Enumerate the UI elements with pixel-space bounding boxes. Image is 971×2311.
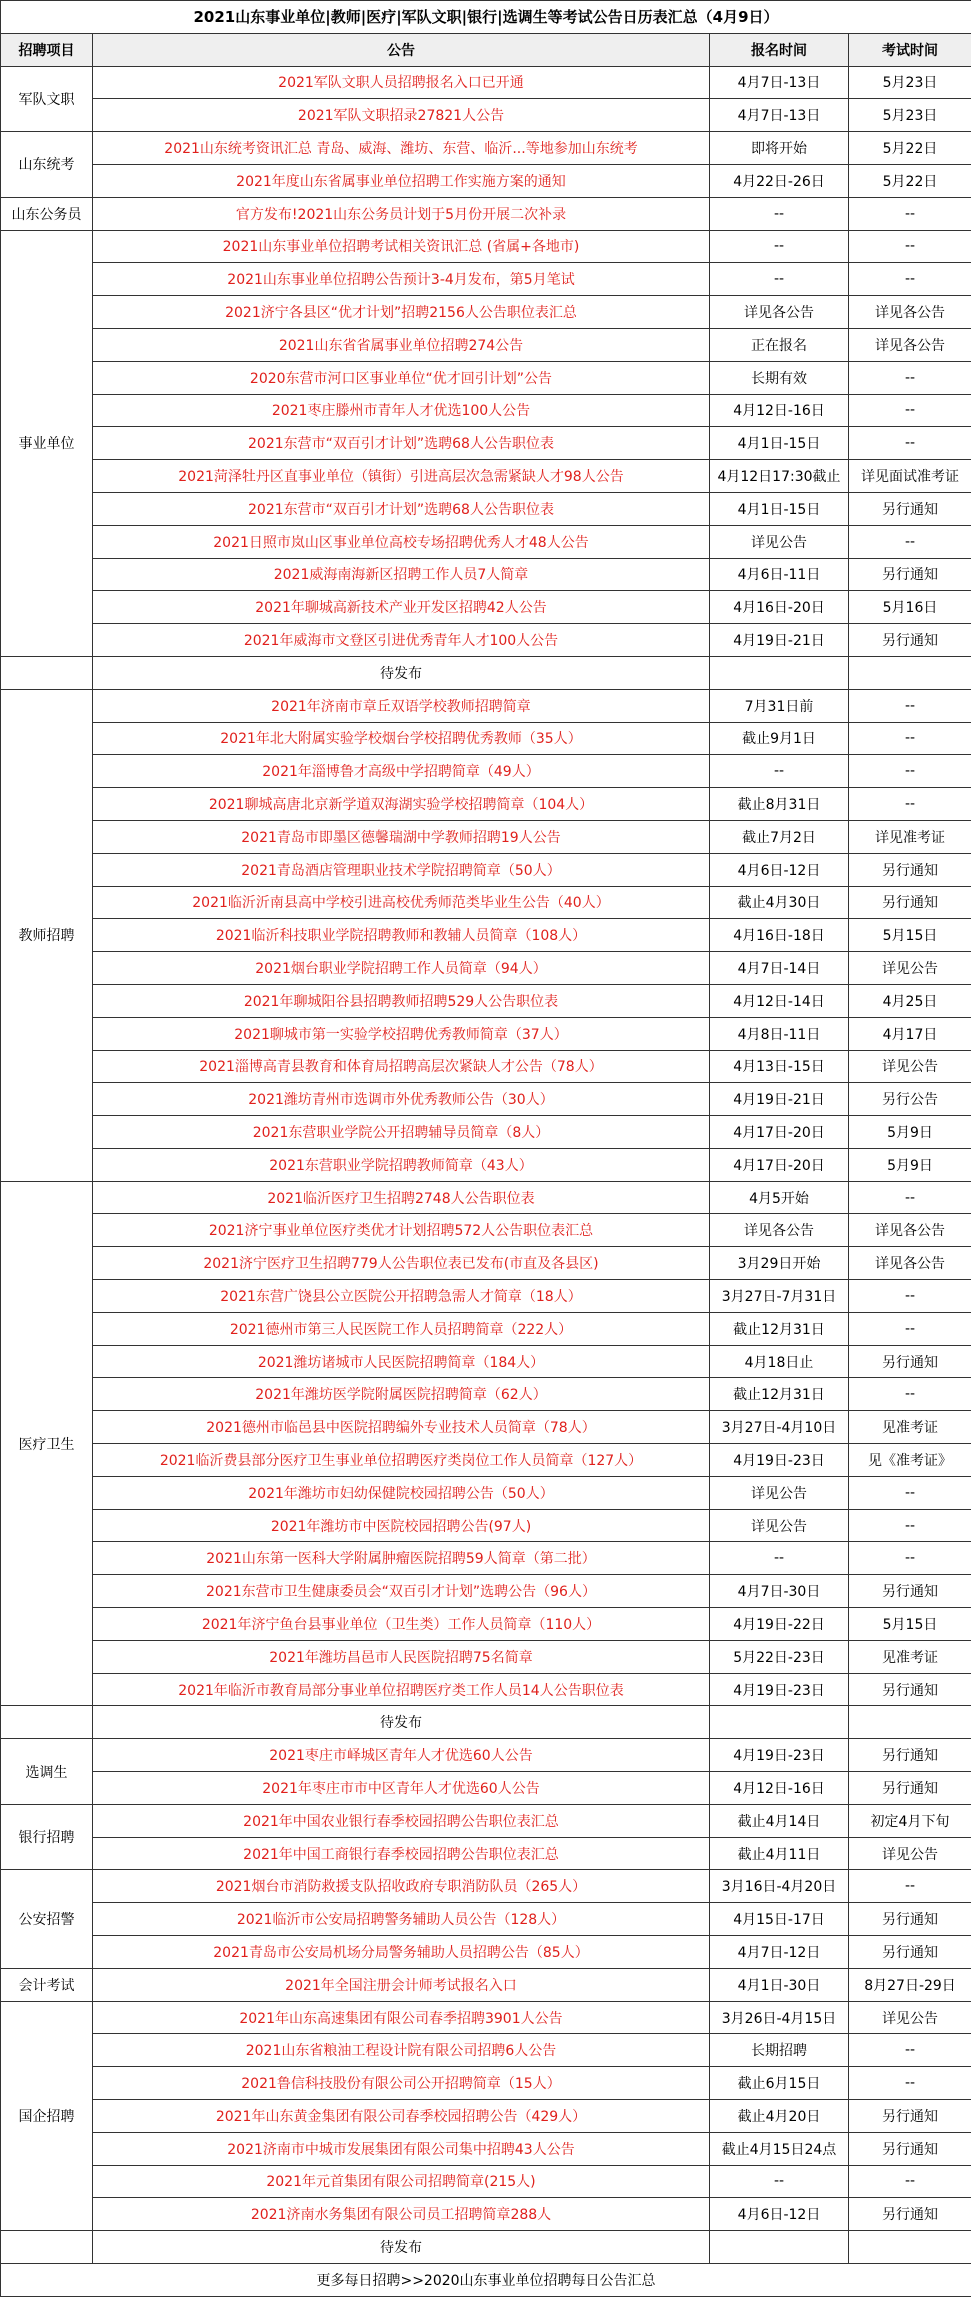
table-row [1, 1148, 971, 1181]
exam-time-cell: -- [849, 755, 971, 788]
category-cell: 教师招聘 [1, 689, 93, 1181]
register-time-cell: 4月17日-20日 [710, 1148, 849, 1181]
notice-link[interactable]: 2021东营市卫生健康委员会“双百引才计划”选聘公告（96人） [93, 1575, 710, 1608]
category-cell [1, 656, 93, 689]
register-time-cell: -- [710, 230, 849, 263]
table-row [1, 1247, 971, 1280]
table-row [1, 1706, 971, 1739]
exam-time-cell: -- [849, 2034, 971, 2067]
exam-time-cell: 另行通知 [849, 1936, 971, 1969]
register-time-cell: 4月19日-21日 [710, 624, 849, 657]
table-row [1, 460, 971, 493]
register-time-cell: 4月13日-15日 [710, 1050, 849, 1083]
more-link[interactable]: 更多每日招聘>>2020山东事业单位招聘每日公告汇总 [1, 2263, 971, 2296]
table-row [1, 952, 971, 985]
table-row [1, 1936, 971, 1969]
notice-link[interactable]: 2021济宁事业单位医疗类优才计划招聘572人公告职位表汇总 [93, 1214, 710, 1247]
notice-link[interactable]: 2021日照市岚山区事业单位高校专场招聘优秀人才48人公告 [93, 525, 710, 558]
register-time-cell: 截止12月31日 [710, 1378, 849, 1411]
notice-link[interactable]: 2021临沂沂南县高中学校引进高校优秀师范类毕业生公告（40人） [93, 886, 710, 919]
notice-link[interactable]: 2021临沂科技职业学院招聘教师和教辅人员简章（108人） [93, 919, 710, 952]
notice-link[interactable]: 2021青岛市公安局机场分局警务辅助人员招聘公告（85人） [93, 1936, 710, 1969]
table-row [1, 558, 971, 591]
notice-link[interactable]: 2021淄博高青县教育和体育局招聘高层次紧缺人才公告（78人） [93, 1050, 710, 1083]
notice-link[interactable]: 2021年济宁鱼台县事业单位（卫生类）工作人员简章（110人） [93, 1608, 710, 1641]
exam-time-cell: -- [849, 1542, 971, 1575]
register-time-cell: 3月29日开始 [710, 1247, 849, 1280]
exam-time-cell: -- [849, 2067, 971, 2100]
exam-time-cell: 另行通知 [849, 558, 971, 591]
register-time-cell: 4月7日-30日 [710, 1575, 849, 1608]
register-time-cell: 3月27日-7月31日 [710, 1280, 849, 1313]
exam-time-cell [849, 1706, 971, 1739]
table-row [1, 624, 971, 657]
exam-time-cell: -- [849, 361, 971, 394]
exam-time-cell: -- [849, 1181, 971, 1214]
table-row [1, 263, 971, 296]
notice-link[interactable]: 2021潍坊青州市选调市外优秀教师公告（30人） [93, 1083, 710, 1116]
notice-link[interactable]: 2021山东事业单位招聘公告预计3-4月发布，第5月笔试 [93, 263, 710, 296]
pending-label: 待发布 [93, 2231, 710, 2264]
exam-time-cell: 详见面试准考证 [849, 460, 971, 493]
table-row [1, 164, 971, 197]
register-time-cell: -- [710, 197, 849, 230]
notice-link[interactable]: 2021山东第一医科大学附属肿瘤医院招聘59人简章（第二批） [93, 1542, 710, 1575]
notice-link[interactable]: 2021年元首集团有限公司招聘简章(215人) [93, 2165, 710, 2198]
exam-time-cell: 详见公告 [849, 2001, 971, 2034]
table-row [1, 66, 971, 99]
exam-time-cell: -- [849, 394, 971, 427]
table-row [1, 1968, 971, 2001]
exam-time-cell: 5月9日 [849, 1148, 971, 1181]
table-row [1, 656, 971, 689]
register-time-cell: 4月19日-21日 [710, 1083, 849, 1116]
register-time-cell: 4月15日-17日 [710, 1903, 849, 1936]
exam-time-cell: 5月23日 [849, 66, 971, 99]
table-row [1, 984, 971, 1017]
table-row [1, 1673, 971, 1706]
table-row [1, 1870, 971, 1903]
table-row [1, 2034, 971, 2067]
notice-link[interactable]: 2021山东统考资讯汇总 青岛、威海、潍坊、东营、临沂...等地参加山东统考 [93, 132, 710, 165]
pending-label: 待发布 [93, 1706, 710, 1739]
table-row [1, 132, 971, 165]
notice-link[interactable]: 2021东营市“双百引才计划”选聘68人公告职位表 [93, 427, 710, 460]
notice-link[interactable]: 2021临沂医疗卫生招聘2748人公告职位表 [93, 1181, 710, 1214]
header-exam: 考试时间 [849, 33, 971, 66]
notice-link[interactable]: 2021山东省粮油工程设计院有限公司招聘6人公告 [93, 2034, 710, 2067]
register-time-cell: 截止4月30日 [710, 886, 849, 919]
exam-time-cell: 5月23日 [849, 99, 971, 132]
table-row [1, 886, 971, 919]
exam-time-cell: 见准考证 [849, 1411, 971, 1444]
notice-link[interactable]: 2021潍坊诸城市人民医院招聘简章（184人） [93, 1345, 710, 1378]
notice-link[interactable]: 2021年度山东省属事业单位招聘工作实施方案的通知 [93, 164, 710, 197]
notice-link[interactable]: 2021年北大附属实验学校烟台学校招聘优秀教师（35人） [93, 722, 710, 755]
notice-link[interactable]: 2021德州市第三人民医院工作人员招聘简章（222人） [93, 1312, 710, 1345]
category-cell: 山东公务员 [1, 197, 93, 230]
table-row [1, 2001, 971, 2034]
notice-link[interactable]: 2021年临沂市教育局部分事业单位招聘医疗类工作人员14人公告职位表 [93, 1673, 710, 1706]
table-row [1, 1575, 971, 1608]
notice-link[interactable]: 2021东营广饶县公立医院公开招聘急需人才简章（18人） [93, 1280, 710, 1313]
category-cell: 公安招警 [1, 1870, 93, 1968]
register-time-cell: 3月27日-4月10日 [710, 1411, 849, 1444]
table-row [1, 2067, 971, 2100]
register-time-cell [710, 656, 849, 689]
category-cell: 银行招聘 [1, 1804, 93, 1870]
table-row [1, 328, 971, 361]
notice-link[interactable]: 2021年济南市章丘双语学校教师招聘简章 [93, 689, 710, 722]
notice-link[interactable]: 2021年潍坊市妇幼保健院校园招聘公告（50人） [93, 1476, 710, 1509]
table-row [1, 689, 971, 722]
notice-link[interactable]: 2021临沂费县部分医疗卫生事业单位招聘医疗类岗位工作人员简章（127人） [93, 1444, 710, 1477]
register-time-cell: 详见各公告 [710, 296, 849, 329]
header-notice: 公告 [93, 33, 710, 66]
register-time-cell: 截止6月15日 [710, 2067, 849, 2100]
register-time-cell: 截止8月31日 [710, 788, 849, 821]
exam-time-cell: -- [849, 722, 971, 755]
category-cell: 会计考试 [1, 1968, 93, 2001]
exam-time-cell: 另行通知 [849, 1345, 971, 1378]
exam-time-cell: -- [849, 1509, 971, 1542]
exam-time-cell: -- [849, 230, 971, 263]
register-time-cell: 4月6日-12日 [710, 2198, 849, 2231]
register-time-cell: 4月1日-15日 [710, 492, 849, 525]
exam-time-cell: 详见各公告 [849, 328, 971, 361]
table-row [1, 788, 971, 821]
table-row [1, 1312, 971, 1345]
register-time-cell: 详见公告 [710, 525, 849, 558]
notice-link[interactable]: 2021年潍坊昌邑市人民医院招聘75名简章 [93, 1640, 710, 1673]
table-row [1, 591, 971, 624]
notice-link[interactable]: 2021年中国农业银行春季校园招聘公告职位表汇总 [93, 1804, 710, 1837]
register-time-cell: -- [710, 2165, 849, 2198]
register-time-cell: 截止4月14日 [710, 1804, 849, 1837]
table-row [1, 1050, 971, 1083]
exam-time-cell: 另行通知 [849, 2132, 971, 2165]
notice-link[interactable]: 2021年潍坊医学院附属医院招聘简章（62人） [93, 1378, 710, 1411]
exam-time-cell: -- [849, 427, 971, 460]
table-row [1, 1017, 971, 1050]
exam-time-cell: -- [849, 1312, 971, 1345]
category-cell: 事业单位 [1, 230, 93, 656]
exam-time-cell: 4月17日 [849, 1017, 971, 1050]
table-row [1, 2100, 971, 2133]
register-time-cell: 3月26日-4月15日 [710, 2001, 849, 2034]
table-row [1, 755, 971, 788]
notice-link[interactable]: 2021年全国注册会计师考试报名入口 [93, 1968, 710, 2001]
register-time-cell: 4月1日-15日 [710, 427, 849, 460]
exam-time-cell: 另行通知 [849, 1739, 971, 1772]
register-time-cell: 正在报名 [710, 328, 849, 361]
table-row [1, 230, 971, 263]
table-row [1, 1542, 971, 1575]
table-row [1, 2165, 971, 2198]
table-row [1, 2231, 971, 2264]
exam-time-cell: 另行通知 [849, 1772, 971, 1805]
register-time-cell: 4月22日-26日 [710, 164, 849, 197]
register-time-cell: 4月8日-11日 [710, 1017, 849, 1050]
notice-link[interactable]: 2021威海南海新区招聘工作人员7人简章 [93, 558, 710, 591]
exam-time-cell: 详见准考证 [849, 820, 971, 853]
register-time-cell: 4月7日-13日 [710, 99, 849, 132]
table-row [1, 1903, 971, 1936]
exam-time-cell: -- [849, 1870, 971, 1903]
category-cell: 山东统考 [1, 132, 93, 198]
table-row [1, 296, 971, 329]
table-row [1, 1772, 971, 1805]
notice-link[interactable]: 2021年聊城阳谷县招聘教师招聘529人公告职位表 [93, 984, 710, 1017]
register-time-cell: 即将开始 [710, 132, 849, 165]
exam-time-cell: 另行通知 [849, 624, 971, 657]
pending-label: 待发布 [93, 656, 710, 689]
register-time-cell: -- [710, 755, 849, 788]
register-time-cell: 截止4月20日 [710, 2100, 849, 2133]
register-time-cell: 7月31日前 [710, 689, 849, 722]
notice-link[interactable]: 2021青岛酒店管理职业技术学院招聘简章（50人） [93, 853, 710, 886]
exam-time-cell: -- [849, 1378, 971, 1411]
register-time-cell: 4月12日-14日 [710, 984, 849, 1017]
register-time-cell: 4月16日-18日 [710, 919, 849, 952]
exam-time-cell: 另行通知 [849, 2198, 971, 2231]
register-time-cell: 详见各公告 [710, 1214, 849, 1247]
register-time-cell: 长期招聘 [710, 2034, 849, 2067]
register-time-cell: 4月16日-20日 [710, 591, 849, 624]
table-row [1, 1181, 971, 1214]
notice-link[interactable]: 2021聊城高唐北京新学道双海湖实验学校招聘简章（104人） [93, 788, 710, 821]
exam-time-cell: 详见公告 [849, 1050, 971, 1083]
table-row [1, 1116, 971, 1149]
table-row [1, 1509, 971, 1542]
notice-link[interactable]: 2021年淄博鲁才高级中学招聘简章（49人） [93, 755, 710, 788]
notice-link[interactable]: 2021东营市“双百引才计划”选聘68人公告职位表 [93, 492, 710, 525]
exam-time-cell: 5月9日 [849, 1116, 971, 1149]
register-time-cell: 4月12日-16日 [710, 394, 849, 427]
register-time-cell [710, 2231, 849, 2264]
register-time-cell: -- [710, 1542, 849, 1575]
register-time-cell: 截止4月15日24点 [710, 2132, 849, 2165]
table-row [1, 361, 971, 394]
footer-row [1, 2263, 971, 2296]
exam-time-cell: -- [849, 788, 971, 821]
register-time-cell: 4月12日17:30截止 [710, 460, 849, 493]
exam-time-cell: 另行通知 [849, 1575, 971, 1608]
category-cell: 国企招聘 [1, 2001, 93, 2231]
table-row [1, 525, 971, 558]
category-cell: 医疗卫生 [1, 1181, 93, 1706]
table-row [1, 1804, 971, 1837]
register-time-cell: 4月7日-13日 [710, 66, 849, 99]
notice-link[interactable]: 2021山东事业单位招聘考试相关资讯汇总 (省属+各地市) [93, 230, 710, 263]
register-time-cell: 4月7日-12日 [710, 1936, 849, 1969]
exam-time-cell [849, 2231, 971, 2264]
notice-link[interactable]: 2021军队文职人员招聘报名入口已开通 [93, 66, 710, 99]
notice-link[interactable]: 2021济南水务集团有限公司员工招聘简章288人 [93, 2198, 710, 2231]
notice-link[interactable]: 2021年中国工商银行春季校园招聘公告职位表汇总 [93, 1837, 710, 1870]
notice-link[interactable]: 2021山东省省属事业单位招聘274公告 [93, 328, 710, 361]
register-time-cell: 4月12日-16日 [710, 1772, 849, 1805]
register-time-cell: 截止12月31日 [710, 1312, 849, 1345]
table-row [1, 1640, 971, 1673]
register-time-cell: 4月1日-30日 [710, 1968, 849, 2001]
notice-link[interactable]: 2021军队文职招录27821人公告 [93, 99, 710, 132]
exam-time-cell: -- [849, 689, 971, 722]
notice-link[interactable]: 2021鲁信科技股份有限公司公开招聘简章（15人） [93, 2067, 710, 2100]
notice-link[interactable]: 官方发布!2021山东公务员计划于5月份开展二次补录 [93, 197, 710, 230]
table-row [1, 1837, 971, 1870]
table-row [1, 197, 971, 230]
table-row [1, 427, 971, 460]
category-cell [1, 2231, 93, 2264]
register-time-cell: 4月18日止 [710, 1345, 849, 1378]
exam-time-cell: 详见各公告 [849, 1247, 971, 1280]
exam-time-cell: 另行通知 [849, 853, 971, 886]
register-time-cell: 4月6日-12日 [710, 853, 849, 886]
table-row [1, 820, 971, 853]
exam-time-cell: -- [849, 263, 971, 296]
exam-time-cell: 详见各公告 [849, 296, 971, 329]
exam-time-cell: 初定4月下旬 [849, 1804, 971, 1837]
register-time-cell: 5月22日-23日 [710, 1640, 849, 1673]
exam-time-cell: 5月15日 [849, 919, 971, 952]
table-row [1, 492, 971, 525]
exam-time-cell: 5月22日 [849, 164, 971, 197]
register-time-cell: 4月7日-14日 [710, 952, 849, 985]
notice-link[interactable]: 2021烟台职业学院招聘工作人员简章（94人） [93, 952, 710, 985]
notice-link[interactable]: 2021年聊城高新技术产业开发区招聘42人公告 [93, 591, 710, 624]
register-time-cell: 截止7月2日 [710, 820, 849, 853]
exam-time-cell: 另行通知 [849, 1903, 971, 1936]
exam-time-cell: 5月16日 [849, 591, 971, 624]
register-time-cell: 长期有效 [710, 361, 849, 394]
notice-link[interactable]: 2021济宁医疗卫生招聘779人公告职位表已发布(市直及各县区) [93, 1247, 710, 1280]
notice-link[interactable]: 2021年潍坊市中医院校园招聘公告(97人) [93, 1509, 710, 1542]
exam-time-cell: 见《准考证》 [849, 1444, 971, 1477]
header-row [1, 33, 971, 66]
exam-time-cell: 5月22日 [849, 132, 971, 165]
register-time-cell: 4月19日-23日 [710, 1739, 849, 1772]
exam-time-cell: -- [849, 1280, 971, 1313]
table-row [1, 853, 971, 886]
category-cell: 选调生 [1, 1739, 93, 1805]
exam-time-cell: 见准考证 [849, 1640, 971, 1673]
register-time-cell: 截止4月11日 [710, 1837, 849, 1870]
exam-time-cell: -- [849, 525, 971, 558]
category-cell: 军队文职 [1, 66, 93, 132]
exam-time-cell: 另行通知 [849, 1673, 971, 1706]
header-category: 招聘项目 [1, 33, 93, 66]
notice-link[interactable]: 2021济南市中城市发展集团有限公司集中招聘43人公告 [93, 2132, 710, 2165]
table-row [1, 1476, 971, 1509]
exam-time-cell: 另行通知 [849, 886, 971, 919]
notice-link[interactable]: 2021济宁各县区“优才计划”招聘2156人公告职位表汇总 [93, 296, 710, 329]
page-title: 2021山东事业单位|教师|医疗|军队文职|银行|选调生等考试公告日历表汇总（4月9日） [1, 1, 971, 34]
notice-link[interactable]: 2021枣庄市峄城区青年人才优选60人公告 [93, 1739, 710, 1772]
register-time-cell: 截止9月1日 [710, 722, 849, 755]
table-row [1, 1083, 971, 1116]
exam-time-cell [849, 656, 971, 689]
table-row [1, 2198, 971, 2231]
register-time-cell: 4月19日-23日 [710, 1444, 849, 1477]
notice-link[interactable]: 2021青岛市即墨区德馨瑞湖中学教师招聘19人公告 [93, 820, 710, 853]
notice-link[interactable]: 2021东营职业学院招聘教师简章（43人） [93, 1148, 710, 1181]
notice-link[interactable]: 2021年山东黄金集团有限公司春季校园招聘公告（429人） [93, 2100, 710, 2133]
exam-time-cell: 详见各公告 [849, 1214, 971, 1247]
table-row [1, 99, 971, 132]
table-row [1, 394, 971, 427]
register-time-cell: -- [710, 263, 849, 296]
category-cell [1, 1706, 93, 1739]
exam-time-cell: 5月15日 [849, 1608, 971, 1641]
title-row [1, 1, 971, 34]
exam-time-cell: 另行公告 [849, 1083, 971, 1116]
exam-time-cell: 8月27日-29日 [849, 1968, 971, 2001]
table-row [1, 1345, 971, 1378]
table-row [1, 1280, 971, 1313]
exam-time-cell: 另行通知 [849, 2100, 971, 2133]
register-time-cell: 4月19日-23日 [710, 1673, 849, 1706]
notice-link[interactable]: 2021德州市临邑县中医院招聘编外专业技术人员简章（78人） [93, 1411, 710, 1444]
table-row [1, 1444, 971, 1477]
exam-time-cell: 详见公告 [849, 952, 971, 985]
register-time-cell: 4月5开始 [710, 1181, 849, 1214]
table-row [1, 1378, 971, 1411]
table-row [1, 919, 971, 952]
notice-link[interactable]: 2021东营职业学院公开招聘辅导员简章（8人） [93, 1116, 710, 1149]
register-time-cell [710, 1706, 849, 1739]
notice-link[interactable]: 2021年枣庄市市中区青年人才优选60人公告 [93, 1772, 710, 1805]
notice-link[interactable]: 2021年山东高速集团有限公司春季招聘3901人公告 [93, 2001, 710, 2034]
notice-link[interactable]: 2021年威海市文登区引进优秀青年人才100人公告 [93, 624, 710, 657]
table-row [1, 2132, 971, 2165]
header-register: 报名时间 [710, 33, 849, 66]
exam-time-cell: -- [849, 1476, 971, 1509]
exam-time-cell: -- [849, 197, 971, 230]
exam-time-cell: 另行通知 [849, 492, 971, 525]
notice-link[interactable]: 2021菏泽牡丹区直事业单位（镇街）引进高层次急需紧缺人才98人公告 [93, 460, 710, 493]
register-time-cell: 4月19日-22日 [710, 1608, 849, 1641]
exam-time-cell: 4月25日 [849, 984, 971, 1017]
register-time-cell: 详见公告 [710, 1476, 849, 1509]
table-row [1, 1608, 971, 1641]
notice-link[interactable]: 2021枣庄滕州市青年人才优选100人公告 [93, 394, 710, 427]
notice-link[interactable]: 2021临沂市公安局招聘警务辅助人员公告（128人） [93, 1903, 710, 1936]
exam-time-cell: 详见公告 [849, 1837, 971, 1870]
notice-link[interactable]: 2021聊城市第一实验学校招聘优秀教师简章（37人） [93, 1017, 710, 1050]
exam-time-cell: -- [849, 2165, 971, 2198]
register-time-cell: 4月17日-20日 [710, 1116, 849, 1149]
register-time-cell: 3月16日-4月20日 [710, 1870, 849, 1903]
register-time-cell: 4月6日-11日 [710, 558, 849, 591]
table-row [1, 1739, 971, 1772]
notice-link[interactable]: 2020东营市河口区事业单位“优才回引计划”公告 [93, 361, 710, 394]
register-time-cell: 详见公告 [710, 1509, 849, 1542]
table-row [1, 1214, 971, 1247]
table-row [1, 722, 971, 755]
notice-link[interactable]: 2021烟台市消防救援支队招收政府专职消防队员（265人） [93, 1870, 710, 1903]
table-row [1, 1411, 971, 1444]
